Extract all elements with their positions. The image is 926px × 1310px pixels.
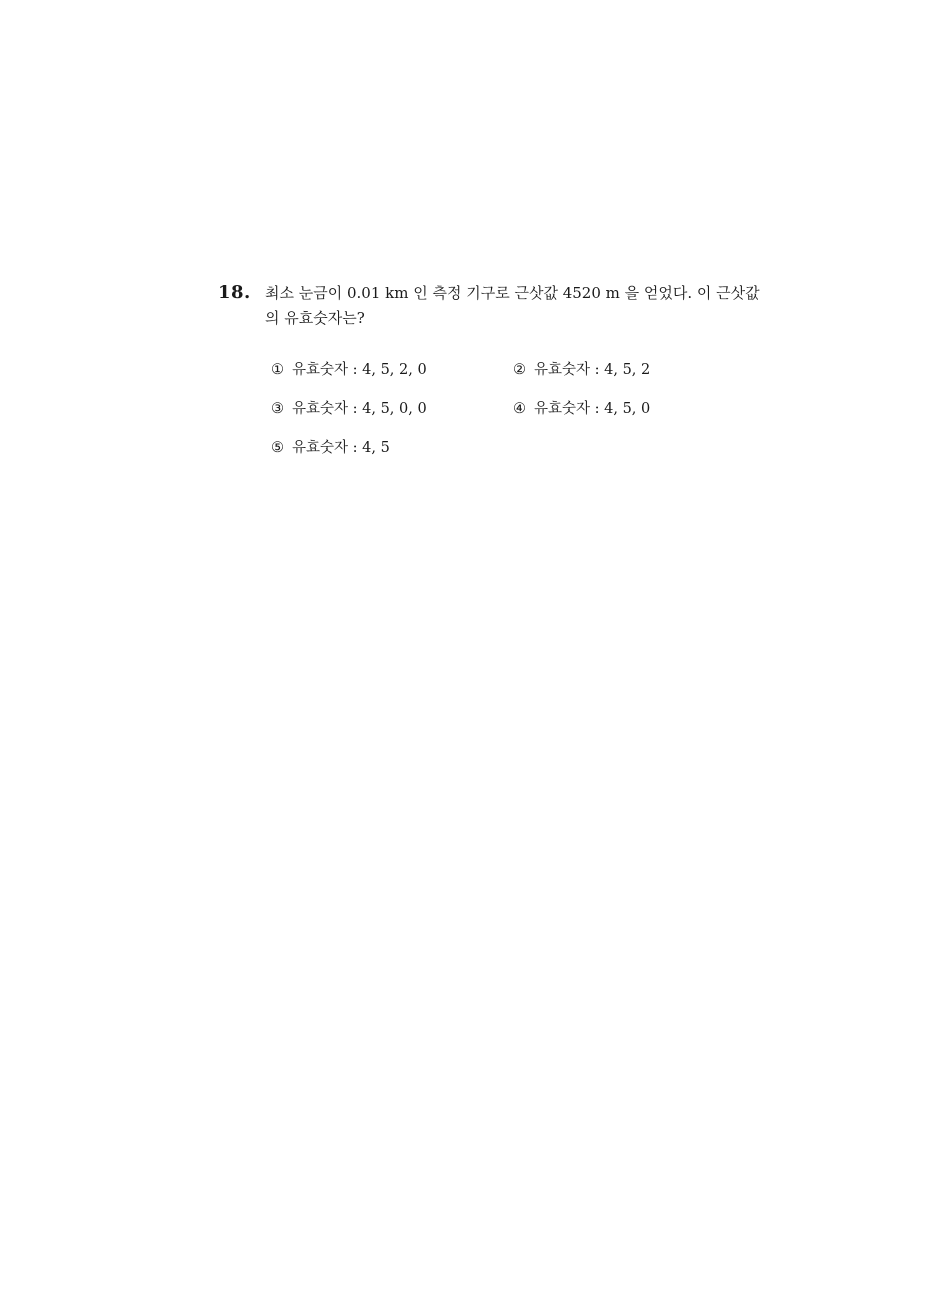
question-number: 18. — [218, 282, 251, 303]
choice-1[interactable] — [271, 358, 427, 379]
choice-mark: ③ — [271, 401, 284, 417]
choice-mark: ④ — [513, 401, 526, 417]
choice-mark: ② — [513, 362, 526, 378]
choice-3[interactable] — [271, 397, 427, 418]
choice-text: 유효숫자 : 4, 5, 2, 0 — [292, 362, 427, 378]
choice-mark: ⑤ — [271, 440, 284, 456]
question-text: 최소 눈금이 0.01 km 인 측정 기구로 근삿값 4520 m 을 얻었다. 이 근삿값의 유효숫자는? — [265, 284, 760, 327]
choice-text: 유효숫자 : 4, 5, 0, 0 — [292, 401, 427, 417]
choice-mark: ① — [271, 362, 284, 378]
choice-text: 유효숫자 : 4, 5, 2 — [534, 362, 651, 378]
choice-2[interactable] — [513, 358, 650, 379]
choice-4[interactable] — [513, 397, 650, 418]
choice-5[interactable] — [271, 436, 390, 457]
choice-text: 유효숫자 : 4, 5, 0 — [534, 401, 651, 417]
choice-text: 유효숫자 : 4, 5 — [292, 440, 390, 456]
